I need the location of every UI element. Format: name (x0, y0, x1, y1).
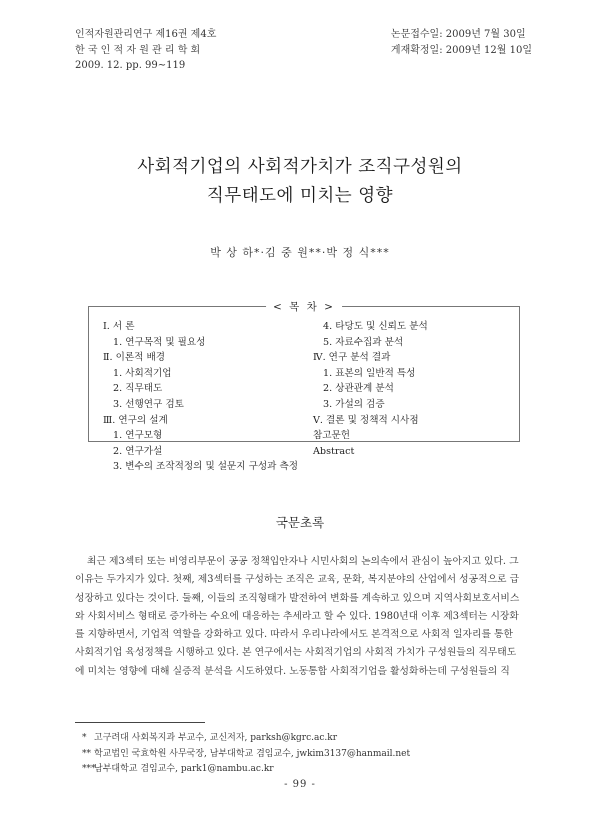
abstract-line: 이유는 두가지가 있다. 첫째, 제3섹터를 구성하는 조직은 교육, 문화, 복지분야의 산업에서 성공적으로 급 (75, 574, 520, 586)
footnote-marker: *** (82, 764, 96, 774)
author-line: 박 상 하*·김 중 원**·박 정 식*** (210, 246, 390, 259)
abstract-heading: 국문초록 (275, 515, 325, 530)
toc-item: 3. 변수의 조작적정의 및 설문지 구성과 측정 (113, 461, 298, 473)
footnote (82, 731, 410, 747)
abstract-line: 사회적기업 육성정책을 시행하고 있다. 본 연구에서는 사회적기업의 사회적 가치가 구성원들의 직무태도 (75, 647, 517, 659)
submission-dates (391, 27, 532, 58)
toc-right-column (313, 319, 428, 459)
toc-item: Ⅱ. 이론적 배경 (103, 352, 166, 364)
toc-item: 1. 사회적기업 (113, 367, 172, 379)
toc-item: Abstract (313, 445, 355, 457)
footnote-text: 학교법인 국효학원 사무국장, 남부대학교 겸임교수, jwkim3137@hanmail.net (94, 748, 411, 759)
journal-name: 인적자원관리연구 제16권 제4호 (75, 29, 217, 40)
journal-info (75, 27, 216, 74)
toc-left-column (103, 319, 298, 475)
footnote-marker: * (82, 733, 87, 743)
received-date: 논문접수일: 2009년 7월 30일 (390, 29, 526, 40)
abstract-line: 성장하고 있다는 것이다. 둘째, 이들의 조직형태가 발전하여 변화를 계속하고 있으며 지역사회보호서비스 (75, 592, 520, 604)
toc-item: 1. 연구모형 (113, 430, 163, 442)
footnote-marker: ** (82, 748, 91, 759)
toc-item: 2. 상관관계 분석 (323, 383, 394, 395)
abstract-line: 에 미치는 영향에 대해 실증적 분석을 시도하였다. 노동통합 사회적기업을 활성화하는데 구성원들의 직 (75, 665, 510, 677)
toc-item: Ⅰ. 서 론 (103, 321, 135, 332)
table-of-contents (88, 301, 520, 473)
abstract-body (75, 553, 527, 681)
paper-title (0, 153, 600, 211)
title-line-1: 사회적기업의 사회적가치가 조직구성원의 (137, 157, 463, 177)
toc-item: Ⅳ. 연구 분석 결과 (313, 352, 391, 364)
toc-item: 1. 표본의 일반적 특성 (323, 367, 416, 379)
toc-item: 4. 타당도 및 신뢰도 분석 (323, 321, 428, 332)
footnote-text: 고구려대 사회복지과 부교수, 교신저자, parksh@kgrc.ac.kr (94, 733, 338, 743)
footnote (82, 747, 410, 763)
footnote (82, 762, 410, 778)
toc-item: 3. 선행연구 검토 (113, 398, 184, 410)
toc-item: 1. 연구목적 및 필요성 (113, 336, 206, 348)
footnotes (82, 731, 410, 778)
page-number: - 99 - (284, 779, 316, 790)
toc-title: < 목 차 > (266, 299, 342, 314)
toc-item: Ⅴ. 결론 및 정책적 시사점 (313, 414, 419, 426)
toc-item: 2. 연구가설 (113, 445, 163, 457)
toc-item: Ⅲ. 연구의 설계 (103, 414, 168, 426)
title-line-2: 직무태도에 미치는 영향 (206, 186, 394, 206)
toc-item: 3. 가설의 검증 (323, 398, 385, 410)
abstract-line: 최근 제3섹터 또는 비영리부문이 공공 정책입안자나 시민사회의 논의속에서 관심이 높아지고 있다. 그 (87, 556, 519, 567)
footnote-divider (75, 722, 205, 723)
accepted-date: 게재확정일: 2009년 12월 10일 (390, 44, 532, 56)
abstract-line: 와 사회서비스 형태로 증가하는 수요에 대응하는 추세라고 할 수 있다. 1980년대 이후 제3섹터는 시장화 (75, 610, 519, 622)
footnote-text: 남부대학교 겸임교수, park1@nambu.ac.kr (94, 764, 274, 774)
issue-pages: 2009. 12. pp. 99∼119 (75, 60, 186, 71)
toc-item: 2. 직무태도 (113, 383, 163, 395)
abstract-line: 를 지향하면서, 기업적 역할을 강화하고 있다. 따라서 우리나라에서도 본격적으로 사회적 일자리를 통한 (75, 629, 513, 641)
toc-item: 5. 자료수집과 분석 (323, 336, 404, 348)
society-name: 한 국 인 적 자 원 관 리 학 회 (75, 44, 201, 56)
toc-item: 참고문헌 (313, 430, 351, 442)
